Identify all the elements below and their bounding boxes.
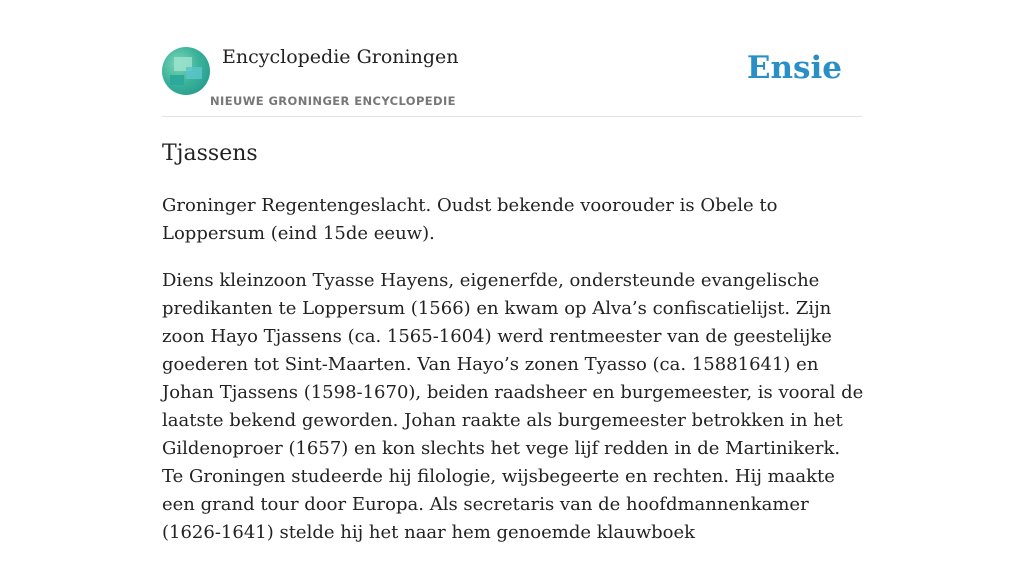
ensie-brand-logo[interactable]: Ensie — [746, 50, 842, 86]
article-paragraph: Groninger Regentengeslacht. Oudst bekende voorouder is Obele to Loppersum (eind 15de eeuw). — [162, 195, 778, 244]
site-header — [162, 0, 862, 117]
article-title: Tjassens — [162, 141, 258, 166]
site-subtitle: NIEUWE GRONINGER ENCYCLOPEDIE — [210, 94, 456, 108]
page — [162, 0, 864, 543]
site-logo-icon[interactable] — [162, 47, 210, 95]
site-title-link[interactable]: Encyclopedie Groningen — [222, 46, 459, 68]
logo-tile — [170, 75, 184, 85]
logo-tile — [186, 67, 202, 79]
article-body — [162, 192, 864, 566]
article-paragraph: Diens kleinzoon Tyasse Hayens, eigenerfde, ondersteunde evangelische predikanten te Loppersum (1566) en kwam op Alva’s confiscatielijst. Zijn zoon Hayo Tjassens (ca. 1565-1604) werd rentmeester van de geestelijke goederen tot Sint-Maarten. Van Hayo’s zonen Tyasso (ca. 15881641) en Johan Tjassens (1598-1670), beiden raadsheer en burgemeester, is vooral de laatste bekend geworden. Johan raakte als burgemeester betrokken in het Gildenoproer (1657) en kon slechts het vege lijf redden in de Martinikerk. Te Groningen studeerde hij filologie, wijsbegeerte en rechten. Hij maakte een grand tour door Europa. Als secretaris van de hoofdmannenkamer (1626-1641) stelde hij het naar hem genoemde klauwboek — [162, 270, 864, 543]
